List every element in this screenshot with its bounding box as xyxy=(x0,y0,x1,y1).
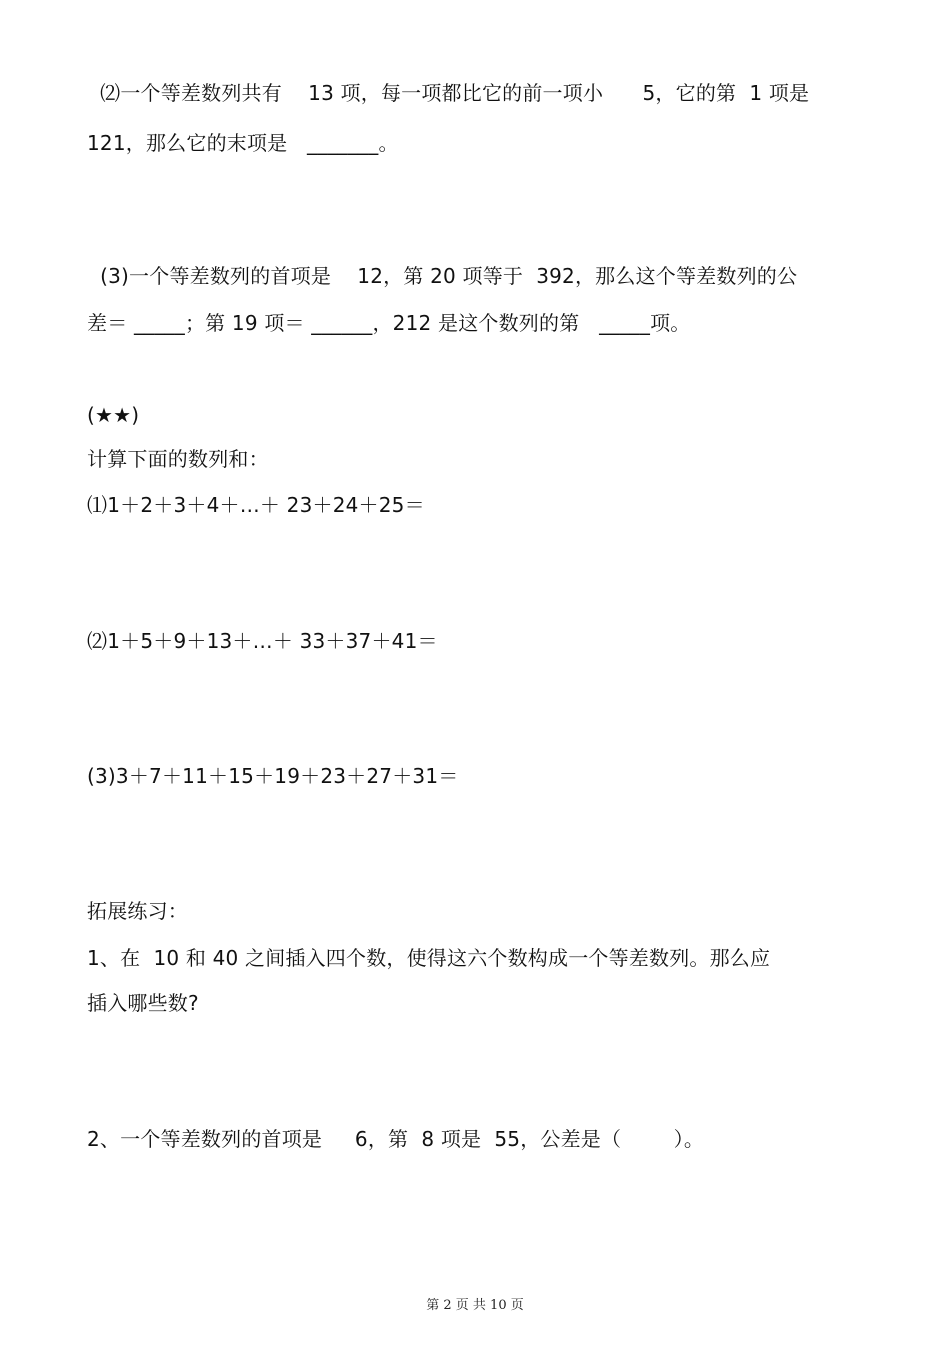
question-3-line-2: 差＝ _____；第 19 项＝ ______，212 是这个数列的第 _____项。 xyxy=(87,311,691,335)
question-2-line-1: ⑵一个等差数列共有 13 项，每一项都比它的前一项小 5，它的第 1 项是 xyxy=(87,81,810,105)
question-3-line-1: (3)一个等差数列的首项是 12，第 20 项等于 392，那么这个等差数列的公 xyxy=(87,264,798,288)
question-2-line-2: 121，那么它的末项是 _______。 xyxy=(87,131,399,155)
sum-item-3: (3)3＋7＋11＋15＋19＋23＋27＋31＝ xyxy=(87,764,459,788)
difficulty-stars: (★★) xyxy=(87,403,140,427)
extension-question-1-line-2: 插入哪些数? xyxy=(87,991,199,1015)
extension-question-2: 2、一个等差数列的首项是 6，第 8 项是 55，公差是（ ）。 xyxy=(87,1127,705,1151)
extension-heading: 拓展练习： xyxy=(87,899,188,923)
extension-question-1-line-1: 1、在 10 和 40 之间插入四个数，使得这六个数构成一个等差数列。那么应 xyxy=(87,946,771,970)
sum-item-2: ⑵1＋5＋9＋13＋…＋ 33＋37＋41＝ xyxy=(87,629,438,653)
sum-item-1: ⑴1＋2＋3＋4＋…＋ 23＋24＋25＝ xyxy=(87,493,425,517)
page-number-footer: 第 2 页 共 10 页 xyxy=(426,1298,524,1313)
sum-section-heading: 计算下面的数列和： xyxy=(87,447,269,471)
